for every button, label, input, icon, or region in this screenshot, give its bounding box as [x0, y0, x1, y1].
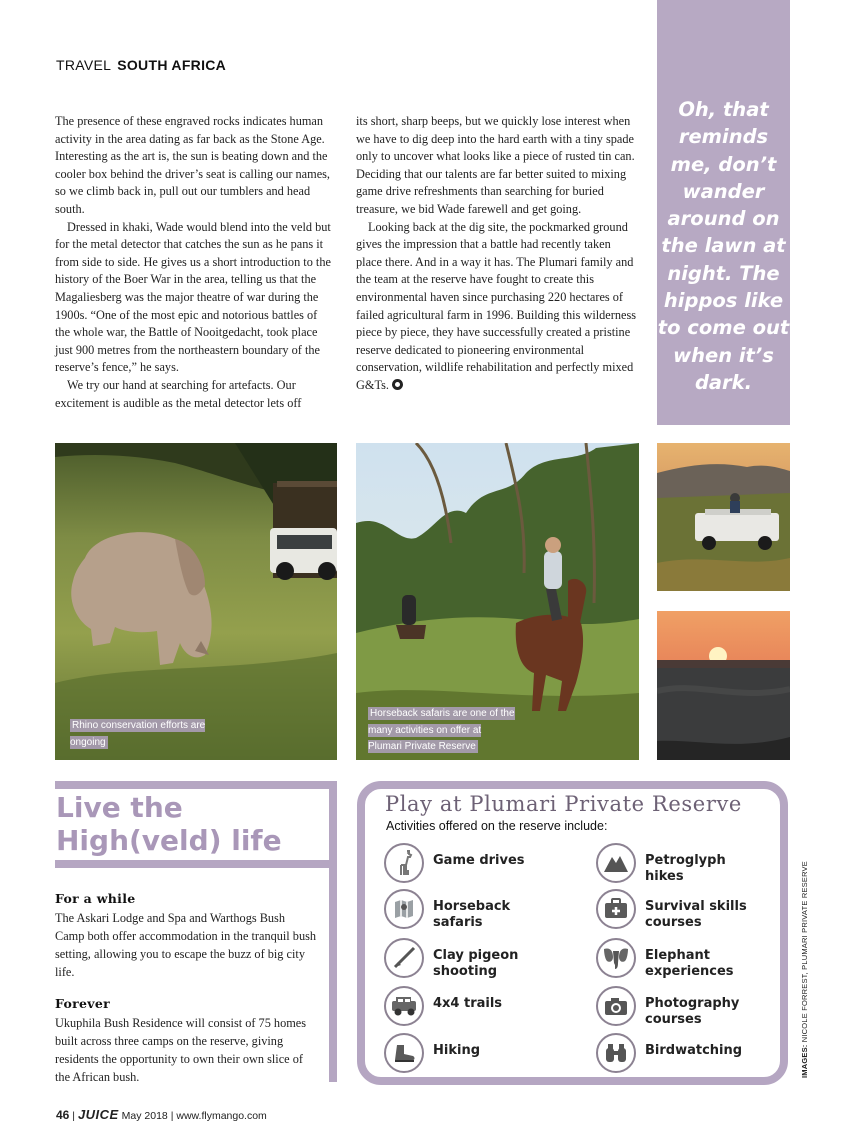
activity-survival [596, 889, 767, 931]
credit-names: NICOLE FORREST, PLUMARI PRIVATE RESERVE [800, 861, 809, 1043]
section-topic: SOUTH AFRICA [117, 57, 227, 73]
magazine-logo: JUICE [77, 1107, 119, 1122]
activity-label: Hiking [433, 1043, 480, 1058]
article-column-1 [55, 113, 332, 412]
pull-quote-box [657, 0, 790, 425]
activities-title: Play at Plumari Private Reserve [385, 792, 742, 816]
giraffe-icon [384, 843, 424, 883]
activity-elephant [596, 938, 767, 980]
paragraph: its short, sharp beeps, but we quickly lose interest when we have to dig deep into the hard earth with a tiny spade only to uncover what looks like a piece of rusted tin can. Deciding that our talents are far better suited to mixing game drive refreshments than searching for buried treasure, we bid Wade farewell and get going. [356, 114, 635, 216]
activity-label: 4x4 trails [433, 996, 503, 1011]
issue-date: May 2018 [121, 1110, 168, 1122]
activity-photography [596, 986, 767, 1028]
website-url: www.flymango.com [176, 1110, 267, 1122]
activity-game-drives [384, 843, 555, 883]
activity-label: Birdwatching [645, 1043, 743, 1058]
activity-horseback [384, 889, 555, 931]
first-aid-kit-icon [596, 889, 636, 929]
sidebar-title: Live the High(veld) life [56, 791, 282, 857]
shotgun-icon [384, 938, 424, 978]
sidebar-heading: For a while [55, 891, 136, 906]
activity-label: Petroglyph hikes [645, 853, 726, 884]
rhino-caption: Rhino conservation efforts are ongoing [70, 720, 206, 748]
map-icon [384, 889, 424, 929]
hiking-boot-icon [384, 1033, 424, 1073]
section-label: TRAVEL [56, 57, 112, 73]
section-tag [56, 57, 226, 73]
activity-petroglyph [596, 843, 767, 885]
paragraph: We try our hand at searching for artefacts. Our excitement is audible as the metal detector lets off [55, 377, 302, 410]
activity-hiking [384, 1033, 555, 1073]
activity-label: Photography courses [645, 996, 740, 1027]
activity-clay-pigeon [384, 938, 573, 980]
footer-divider: | [170, 1110, 177, 1122]
page-footer [56, 1107, 267, 1122]
sidebar-section-forever [55, 996, 317, 1086]
pull-quote: Oh, that reminds me, don’t wander around on the lawn at night. The hippos like to come out when it’s dark. [657, 98, 790, 394]
mountain-icon [596, 843, 636, 883]
rhino-photo [55, 443, 337, 760]
elephant-icon [596, 938, 636, 978]
paragraph [356, 219, 638, 395]
paragraph: Dressed in khaki, Wade would blend into the veld but for the metal detector that catches the sun as he pans it from side to side. He gives us a short introduction to the history of the Boer War in the area, telling us that the Magaliesberg was the major theatre of war during the 1900s. “One of the most epic and notorious battles of the whole war, the Battle of Nooitgedacht, took place just 900 metres from the northeastern boundary of the reserve’s fence,” he says. [55, 219, 331, 375]
horse-caption: Horseback safaris are one of the many activities on offer at Plumari Private Reserve [368, 708, 515, 752]
activity-label: Horseback safaris [433, 899, 511, 930]
jeep-photo [657, 443, 790, 591]
camera-icon [596, 986, 636, 1026]
activity-label: Survival skills courses [645, 899, 747, 930]
sidebar-heading: Forever [55, 996, 110, 1011]
sidebar-text: The Askari Lodge and Spa and Warthogs Bush Camp both offer accommodation in the tranquil bush setting, allowing you to escape the buzz of big city life. [55, 911, 317, 979]
image-credit [800, 861, 809, 1078]
sunset-photo [657, 611, 790, 760]
end-mark-icon [392, 379, 403, 390]
sidebar-text: Ukuphila Bush Residence will consist of 75 homes built across three camps on the reserve, giving residents the opportunity to own their own slice of the African bush. [55, 1016, 307, 1084]
activity-4x4 [384, 986, 555, 1026]
paragraph: The presence of these engraved rocks indicates human activity in the area dating as far back as the Stone Age. Interesting as the art is, the sun is beating down and the cooler box behind the driver’s seat is calling our names, so we climb back in, pull out our tumblers and head south. [55, 114, 331, 216]
activity-label: Game drives [433, 853, 525, 868]
credit-label: IMAGES: [800, 1044, 809, 1078]
horse-photo [356, 443, 639, 760]
activity-label: Elephant experiences [645, 948, 734, 979]
article-column-2 [356, 113, 638, 395]
paragraph-text: Looking back at the dig site, the pockmarked ground gives the impression that a battle had recently taken place there. And in a way it has. The Plumari family and the team at the reserve have fought to create this environmental haven since purchasing 220 hectares of failed agricultural farm in 1996. Building this wilderness piece by piece, they have successfully created a pristine reserve dedicated to pioneering environmental conservation, wildlife rehabilitation and perfectly mixed G&Ts. [356, 219, 637, 392]
activities-subtitle: Activities offered on the reserve include: [386, 819, 608, 833]
activity-birdwatching [596, 1033, 767, 1073]
binoculars-icon [596, 1033, 636, 1073]
sidebar-section-while [55, 891, 317, 981]
activity-label: Clay pigeon shooting [433, 948, 519, 979]
footer-divider: | [72, 1110, 78, 1122]
jeep-icon [384, 986, 424, 1026]
page-number: 46 [56, 1108, 70, 1122]
